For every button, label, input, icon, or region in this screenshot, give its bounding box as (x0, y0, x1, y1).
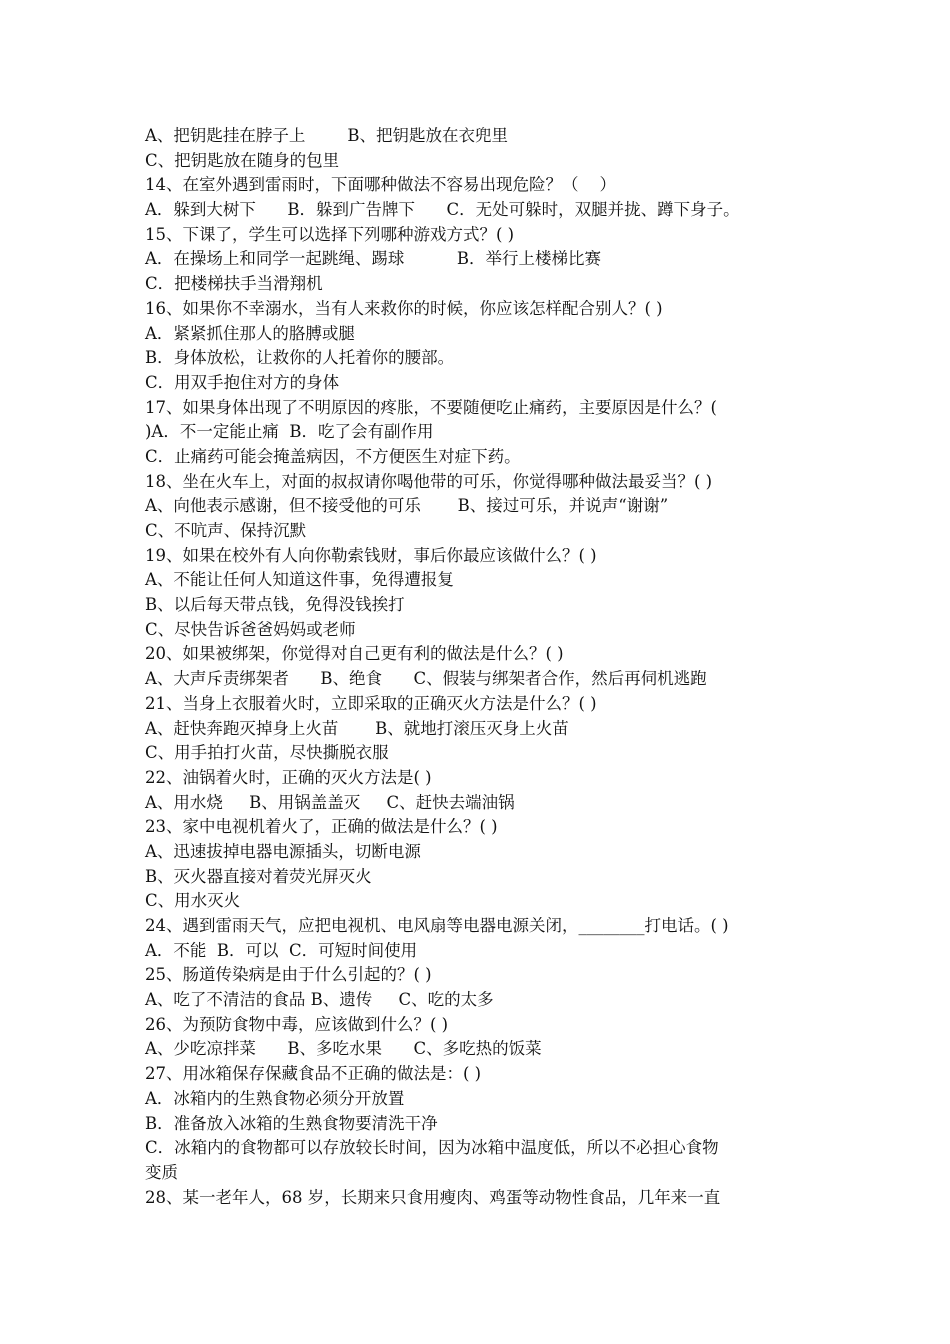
text-line: B．身体放松，让救你的人托着你的腰部。 (145, 348, 455, 368)
text-line: A、向他表示感谢，但不接受他的可乐 B、接过可乐，并说声“谢谢” (145, 496, 669, 516)
text-line: A．紧紧抓住那人的胳膊或腿 (145, 323, 355, 343)
text-line: C、用手拍打火苗，尽快撕脱衣服 (145, 743, 389, 763)
text-line: C、不吭声、保持沉默 (145, 521, 307, 540)
text-line: A．在操场上和同学一起跳绳、踢球 B．举行上楼梯比赛 (145, 249, 601, 269)
text-line: 变质 (145, 1162, 178, 1182)
text-line: C．用双手抱住对方的身体 (145, 372, 340, 392)
text-line: 27、用冰箱保存保藏食品不正确的做法是：( ) (145, 1064, 482, 1084)
text-line: A、用水烧 B、用锅盖盖灭 C、赶快去端油锅 (145, 792, 515, 812)
text-line: A．不能 B．可以 C．可短时间使用 (145, 940, 418, 960)
text-line: C．止痛药可能会掩盖病因，不方便医生对症下药。 (145, 446, 521, 466)
text-line: 14、在室外遇到雷雨时，下面哪种做法不容易出现危险？（ ） (145, 175, 616, 195)
text-line: 19、如果在校外有人向你勒索钱财，事后你最应该做什么？( ) (145, 545, 597, 565)
text-line: A、吃了不清洁的食品 B、遗传 C、吃的太多 (145, 990, 494, 1010)
text-line: A、赶快奔跑灭掉身上火苗 B、就地打滚压灭身上火苗 (145, 718, 569, 738)
text-line: A．躲到大树下 B．躲到广告牌下 C．无处可躲时，双腿并拢、蹲下身子。 (145, 200, 740, 220)
text-line: 25、肠道传染病是由于什么引起的？( ) (145, 965, 432, 985)
text-line: 16、如果你不幸溺水，当有人来救你的时候，你应该怎样配合别人？( ) (145, 298, 663, 318)
text-line: 24、遇到雷雨天气，应把电视机、电风扇等电器电源关闭，________打电话。( ) (145, 916, 729, 935)
text-line: A、迅速拔掉电器电源插头，切断电源 (145, 841, 421, 861)
text-line: C．冰箱内的食物都可以存放较长时间，因为冰箱中温度低，所以不必担心食物 (145, 1138, 719, 1158)
text-line: )A．不一定能止痛 B．吃了会有副作用 (145, 422, 434, 442)
text-line: 18、坐在火车上，对面的叔叔请你喝他带的可乐，你觉得哪种做法最妥当？( ) (145, 471, 713, 491)
text-line: 20、如果被绑架，你觉得对自己更有利的做法是什么？( ) (145, 644, 564, 664)
text-line: A、把钥匙挂在脖子上 B、把钥匙放在衣兜里 (145, 126, 508, 145)
text-line: 28、某一老年人，68 岁，长期来只食用瘦肉、鸡蛋等动物性食品，几年来一直 (145, 1187, 721, 1207)
text-line: A、不能让任何人知道这件事，免得遭报复 (145, 570, 454, 590)
text-line: A、大声斥责绑架者 B、绝食 C、假装与绑架者合作，然后再伺机逃跑 (145, 669, 707, 689)
text-line: 21、当身上衣服着火时，立即采取的正确灭火方法是什么？( ) (145, 693, 597, 713)
text-line: B、灭火器直接对着荧光屏灭火 (145, 866, 372, 886)
text-line: A．冰箱内的生熟食物必须分开放置 (145, 1088, 405, 1108)
text-line: C、尽快告诉爸爸妈妈或老师 (145, 619, 356, 639)
text-line: B、以后每天带点钱，免得没钱挨打 (145, 595, 405, 615)
question-text-block (145, 124, 825, 1210)
text-line: 23、家中电视机着火了，正确的做法是什么？( ) (145, 817, 498, 837)
text-line: A、少吃凉拌菜 B、多吃水果 C、多吃热的饭菜 (145, 1039, 542, 1059)
text-line: C、把钥匙放在随身的包里 (145, 150, 340, 170)
text-line: B．准备放入冰箱的生熟食物要清洗干净 (145, 1113, 438, 1133)
text-line: 17、如果身体出现了不明原因的疼胀，不要随便吃止痛药，主要原因是什么？( (145, 397, 717, 417)
text-line: C．把楼梯扶手当滑翔机 (145, 274, 323, 294)
text-line: 15、下课了，学生可以选择下列哪种游戏方式？( ) (145, 224, 515, 244)
text-line: 22、油锅着火时，正确的灭火方法是( ) (145, 767, 432, 787)
text-line: 26、为预防食物中毒，应该做到什么？( ) (145, 1014, 449, 1034)
text-line: C、用水灭火 (145, 891, 241, 911)
